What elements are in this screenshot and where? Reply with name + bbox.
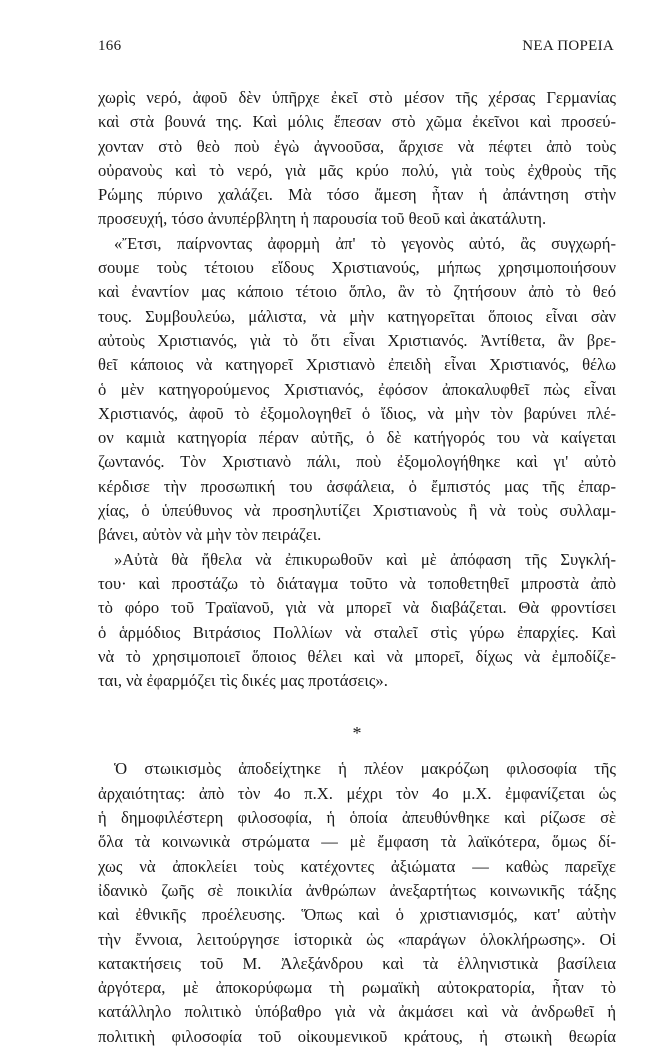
text-line: προσευχή, τόσο ἀνυπέρβλητη ἡ παρουσία τοῦ θεοῦ καὶ ἀκατάλυτη. [98,209,547,229]
text-line: τὸ φόρο τοῦ Τραϊανοῦ, γιὰ νὰ μπορεῖ νὰ διαβάζεται. Θὰ φροντίσει [98,598,616,618]
text-line: οὐρανοὺς καὶ τὸ νερό, γιὰ μᾶς κρύο πολύ, γιὰ τοὺς ἐχθροὺς τῆς [98,160,616,180]
text-line: καὶ ἐθνικῆς προέλευσης. Ὅπως καὶ ὁ χριστιανισμός, κατ' αὐτὴν [98,905,616,925]
text-line: χίας, ὁ ὑπεύθυνος νὰ προσηλυτίζει Χριστιανοὺς ἢ νὰ τοὺς συλλαμ- [98,501,616,521]
text-line: »Αὐτὰ θὰ ἤθελα νὰ ἐπικυρωθοῦν καὶ μὲ ἀπόφαση τῆς Συγκλή- [114,549,616,569]
paragraph [98,86,616,232]
paragraph [98,548,616,694]
text-line: καὶ στὰ βουνά της. Καὶ μόλις ἔπεσαν στὸ χῶμα ἐκεῖνοι καὶ προσεύ- [98,112,616,132]
text-line: κατακτήσεις τοῦ Μ. Ἀλεξάνδρου καὶ τὰ ἑλληνιστικὰ βασίλεια [98,953,616,973]
text-line: ἀρχαιότητας: ἀπὸ τὸν 4ο π.Χ. μέχρι τὸν 4ο μ.Χ. ἐμφανίζεται ὡς [98,783,616,803]
text-line: ὁ μὲν κατηγορούμενος Χριστιανός, ἐφόσον ἀποκαλυφθεῖ πὼς εἶναι [98,379,616,399]
text-line: ὅλα τὰ κοινωνικὰ στρώματα — μὲ ἔμφαση τὰ λαϊκότερα, ὅμως δί- [98,832,616,852]
text-line: θεῖ κάποιος νὰ κατηγορεῖ Χριστιανὸ ἐπειδὴ εἶναι Χριστιανός, θέλω [98,355,616,375]
text-line: κατάλληλο πολιτικὸ ὑπόβαθρο γιὰ νὰ ἀκμάσει καὶ νὰ ἀνδρωθεῖ ἡ [98,1002,616,1022]
text-line: χονταν στὸ θεὸ ποὺ ἐγὼ ἀγνοοῦσα, ἄρχισε νὰ πέφτει ἀπὸ τοὺς [98,136,616,156]
text-line: βάνει, αὐτὸν νὰ μὴν τὸν πειράζει. [98,525,322,545]
text-line: ἀργότερα, μὲ ἀποκορύφωμα τὴ ρωμαϊκὴ αὐτοκρατορία, ἦταν τὸ [98,978,616,998]
text-line: αὐτοὺς Χριστιανός, γιὰ τὸ ὅτι εἶναι Χριστιανός. Ἀντίθετα, ἂν βρε- [98,330,616,350]
text-line: Χριστιανός, ἀφοῦ τὸ ἐξομολογηθεῖ ὁ ἴδιος, νὰ μὴν τὸν βαρύνει πλέ- [98,403,616,423]
running-head [98,38,614,58]
text-line: καὶ ἐναντίον μας κάποιο τέτοιο ὅπλο, ἂν τὸ ζητήσουν ἀπὸ τὸ θεό [98,282,616,302]
text-line: ἡ δημοφιλέστερη φιλοσοφία, ἡ ὁποία ἀπευθύνθηκε καὶ ρίζωσε σὲ [98,808,616,828]
text-line: χωρὶς νερό, ἀφοῦ δὲν ὑπῆρχε ἐκεῖ στὸ μέσον τῆς χέρσας Γερμανίας [98,88,616,107]
text-line: σουμε τοὺς τέτοιου εἴδους Χριστιανούς, μήπως χρησιμοποιήσουν [98,258,616,278]
paragraph [98,232,616,548]
text-line: πολιτικὴ φιλοσοφία τοῦ οἰκουμενικοῦ κράτους, ἡ στωικὴ θεωρία [98,1026,616,1046]
text-line: τὴν ἔννοια, λειτούργησε ἱστορικὰ ὡς «παράγων ὁλοκλήρωσης». Οἱ [98,929,616,949]
text-line: ζωντανός. Τὸν Χριστιανὸ πάλι, ποὺ ἐξομολογήθηκε καὶ γι' αὐτὸ [98,452,616,472]
text-line: κέρδισε τὴν προσωπική του ἀσφάλεια, ὁ ἔμπιστός μας τῆς ἐπαρ- [98,476,616,496]
text-line: Ὁ στωικισμὸς ἀποδείχτηκε ἡ πλέον μακρόζωη φιλοσοφία τῆς [114,759,616,779]
text-line: νὰ τὸ χρησιμοποιεῖ ὅποιος θέλει καὶ νὰ μπορεῖ, δίχως νὰ ἐμποδίζε- [98,646,616,666]
text-line: «Ἔτσι, παίρνοντας ἀφορμὴ ἀπ' τὸ γεγονὸς αὐτό, ἂς συγχωρή- [114,233,616,253]
text-line: χως νὰ ἀποκλείει τοὺς κατέχοντες ἀξιώματα — καθὼς παρεῖχε [98,856,616,876]
text-line: Ρώμης πύρινο χαλάζει. Μὰ τόσο ἄμεση ἦταν ἡ ἀπάντηση στὴν [98,185,616,205]
section-break-asterisk: * [352,723,362,744]
text-line: τους. Συμβουλεύω, μάλιστα, νὰ μὴν κατηγορεῖται ὅποιος εἶναι σὰν [98,306,616,326]
text-line: ὁ ἁρμόδιος Βιτράσιος Πολλίων νὰ σταλεῖ στὶς γύρω ἐπαρχίες. Καὶ [98,622,616,642]
body-text [98,86,616,1049]
page-number: 166 [98,38,122,54]
running-title: ΝΕΑ ΠΟΡΕΙΑ [522,38,614,54]
text-line: ἰδανικὸ ζωῆς σὲ ποικιλία ἀνθρώπων ἀνεξαρτήτως κοινωνικῆς τάξης [98,880,616,900]
text-line: του· καὶ προστάζω τὸ διάταγμα τοῦτο νὰ τοποθετηθεῖ μπροστὰ ἀπὸ [98,573,616,593]
paragraph [98,757,616,1049]
text-line: ται, νὰ ἐφαρμόζει τὶς δικές μας προτάσεις». [98,671,388,691]
text-line: ον καμιὰ κατηγορία πέραν αὐτῆς, ὁ δὲ κατήγορός του νὰ καίγεται [98,428,616,448]
